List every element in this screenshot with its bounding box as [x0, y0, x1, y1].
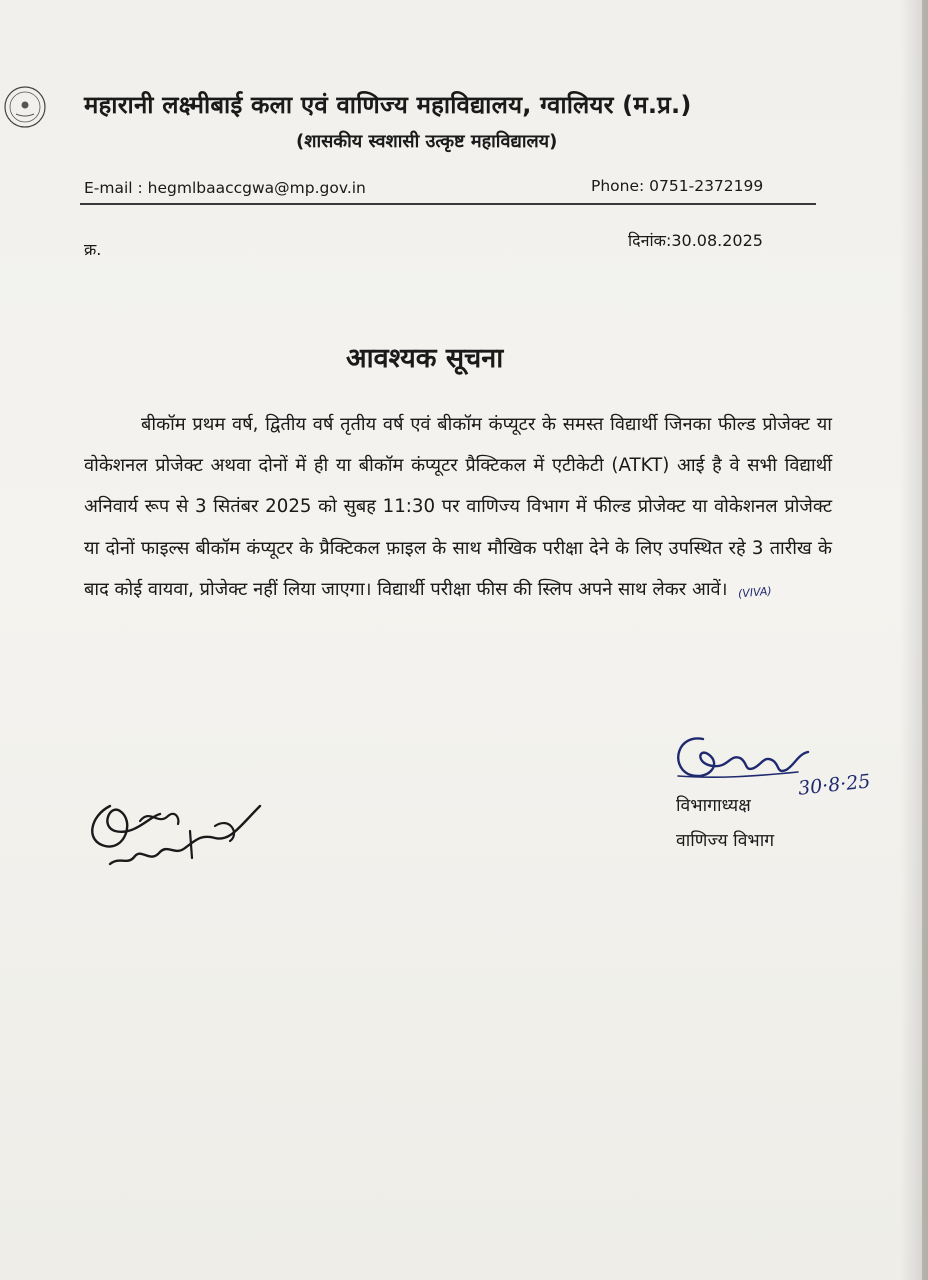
college-name: महारानी लक्ष्मीबाई कला एवं वाणिज्य महाविद्यालय, ग्वालियर (म.प्र.) [84, 91, 692, 119]
handwritten-signature-right [668, 724, 818, 784]
handwritten-viva-note: (VIVA) [737, 584, 773, 601]
college-seal-icon [2, 84, 48, 130]
notice-date: दिनांक:30.08.2025 [628, 231, 763, 250]
header-divider [80, 203, 816, 205]
reference-number-label: क्र. [84, 240, 102, 259]
email-text: E-mail : hegmlbaaccgwa@mp.gov.in [84, 179, 366, 197]
handwritten-date: 30·8·25 [797, 770, 872, 800]
phone-text: Phone: 0751-2372199 [591, 177, 764, 195]
notice-body: बीकॉम प्रथम वर्ष, द्वितीय वर्ष तृतीय वर्ष एवं बीकॉम कंप्यूटर के समस्त विद्यार्थी जिनका फील्ड प्रोजेक्ट या वोकेशनल प्रोजेक्ट अथवा दोनों में ही या बीकॉम कंप्यूटर प्रैक्टिकल में एटीकेटी (ATKT) आई है वे सभी विद्यार्थी अनिवार्य रूप से 3 सितंबर 2025 को सुबह 11:30 पर वाणिज्य विभाग में फील्ड प्रोजेक्ट या वोकेशनल प्रोजेक्ट या दोनों फाइल्स बीकॉम कंप्यूटर के प्रैक्टिकल फ़ाइल के साथ मौखिक परीक्षा देने के लिए उपस्थित रहे 3 तारीख के बाद कोई वायवा, प्रोजेक्ट नहीं लिया जाएगा। विद्यार्थी परीक्षा फीस की स्लिप अपने साथ लेकर आवें। [84, 414, 832, 600]
handwritten-signature-left [80, 786, 280, 886]
signatory-title: विभागाध्यक्ष [676, 796, 751, 816]
college-subtitle: (शासकीय स्वशासी उत्कृष्ट महाविद्यालय) [296, 131, 558, 152]
notice-title: आवश्यक सूचना [346, 343, 504, 374]
signatory-department: वाणिज्य विभाग [676, 831, 775, 851]
page-edge-shadow [900, 0, 928, 1280]
